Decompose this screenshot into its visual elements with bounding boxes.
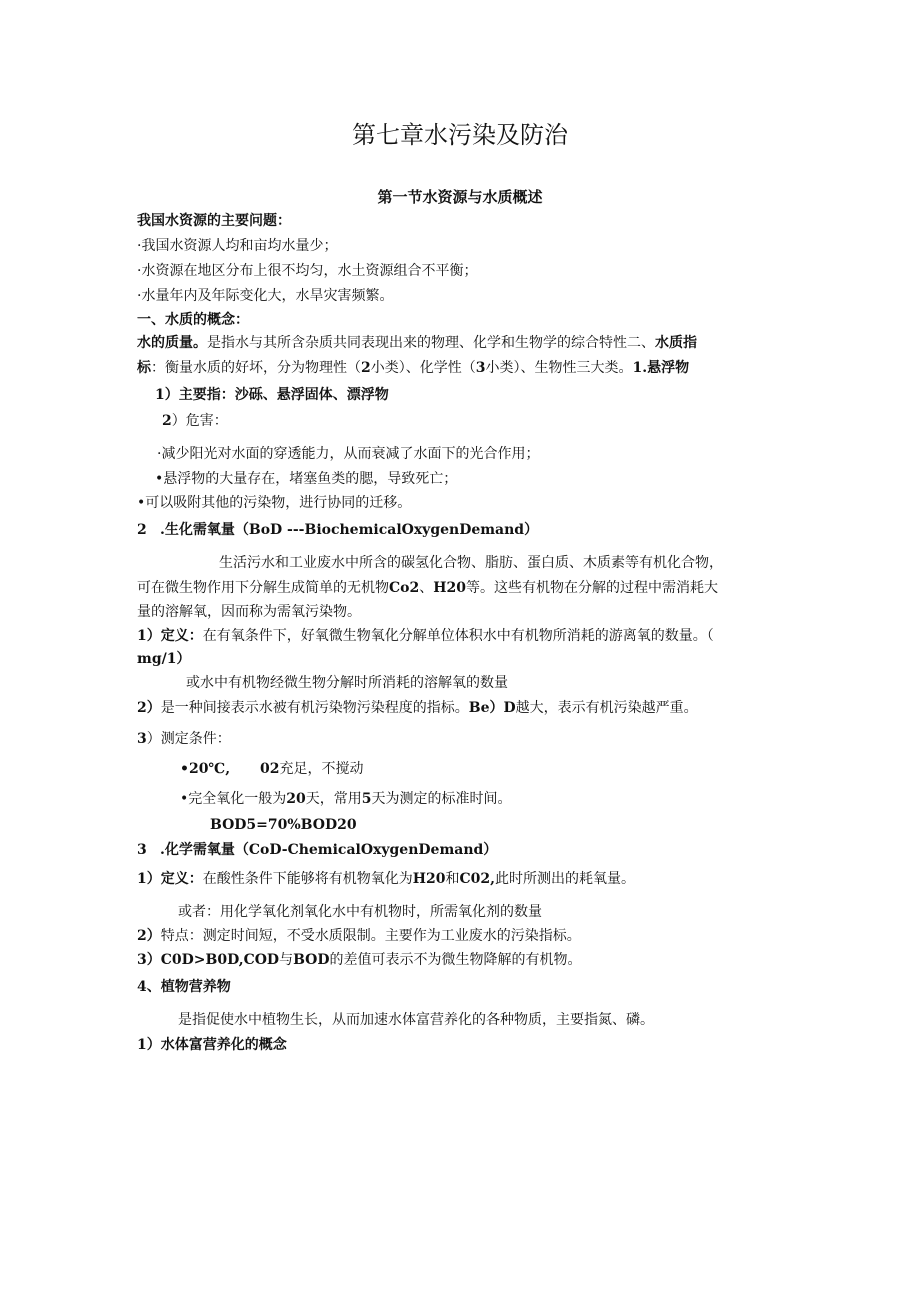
- chapter-title: 第七章水污染及防治: [352, 121, 568, 149]
- section-title: 第一节水资源与水质概述: [377, 188, 543, 206]
